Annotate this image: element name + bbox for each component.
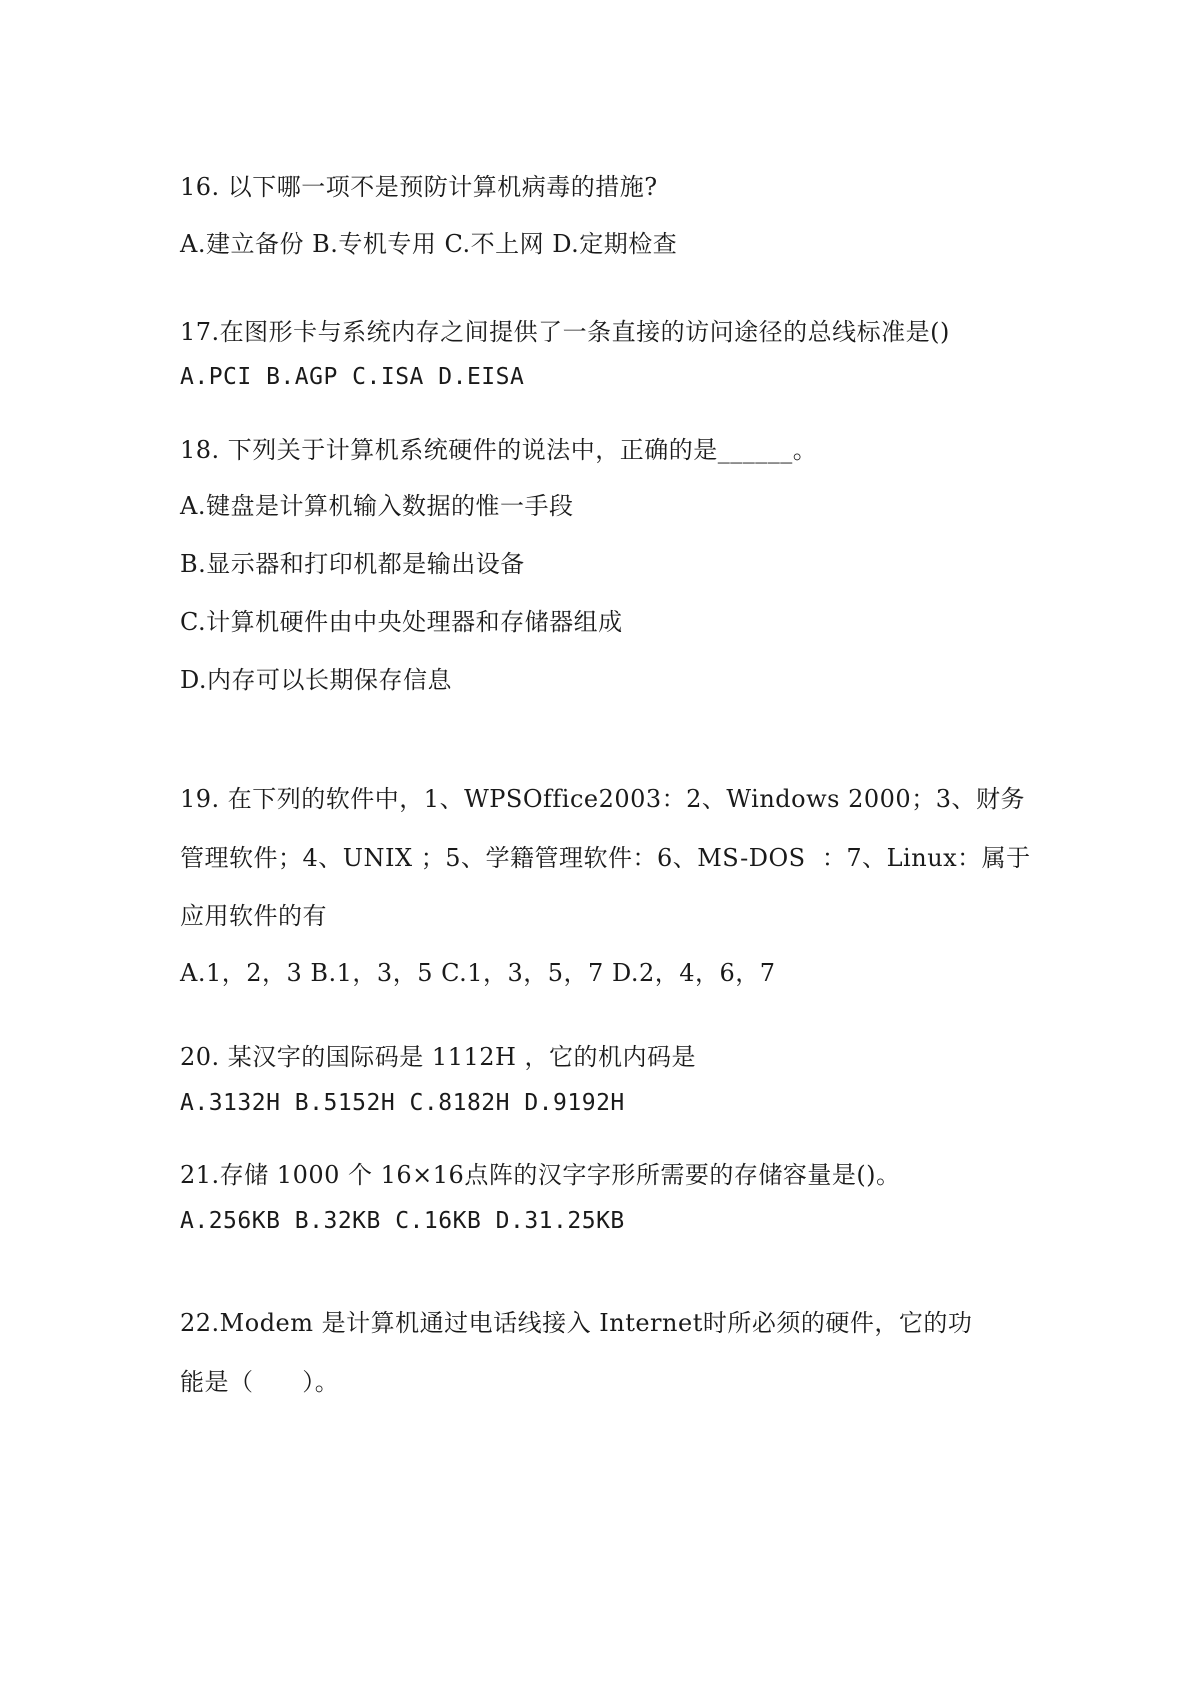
question-19-text-line-3: 应用软件的有 bbox=[180, 902, 327, 930]
question-19-options: A.1，2，3 B.1，3，5 C.1，3，5，7 D.2，4，6，7 bbox=[180, 959, 776, 987]
question-19-text-line-1: 19. 在下列的软件中，1、WPSOffice2003：2、Windows 2000；3、财务 bbox=[180, 785, 1025, 813]
question-16-text: 16. 以下哪一项不是预防计算机病毒的措施? bbox=[180, 173, 658, 201]
question-16-options: A.建立备份 B.专机专用 C.不上网 D.定期检查 bbox=[180, 230, 678, 258]
question-21-options: A.256KB B.32KB C.16KB D.31.25KB bbox=[180, 1208, 625, 1234]
question-21-text: 21.存储 1000 个 16×16点阵的汉字字形所需要的存储容量是()。 bbox=[180, 1161, 901, 1189]
question-18-option-c: C.计算机硬件由中央处理器和存储器组成 bbox=[180, 608, 623, 636]
question-18-text: 18. 下列关于计算机系统硬件的说法中，正确的是______。 bbox=[180, 436, 818, 464]
question-19-text-line-2: 管理软件；4、UNIX ；5、学籍管理软件：6、MS-DOS ：7、Linux：属于 bbox=[180, 844, 1031, 872]
question-18-option-d: D.内存可以长期保存信息 bbox=[180, 666, 453, 694]
question-18-option-b: B.显示器和打印机都是输出设备 bbox=[180, 550, 525, 578]
question-18-option-a: A.键盘是计算机输入数据的惟一手段 bbox=[180, 492, 574, 520]
question-17-text: 17.在图形卡与系统内存之间提供了一条直接的访问途径的总线标准是() bbox=[180, 318, 950, 346]
question-22-text-line-2: 能是（ ）。 bbox=[180, 1368, 340, 1396]
question-20-text: 20. 某汉字的国际码是 1112H ，它的机内码是 bbox=[180, 1043, 697, 1071]
question-22-text-line-1: 22.Modem 是计算机通过电话线接入 Internet时所必须的硬件，它的功 bbox=[180, 1309, 973, 1337]
question-17-options: A.PCI B.AGP C.ISA D.EISA bbox=[180, 364, 525, 390]
question-20-options: A.3132H B.5152H C.8182H D.9192H bbox=[180, 1090, 625, 1116]
